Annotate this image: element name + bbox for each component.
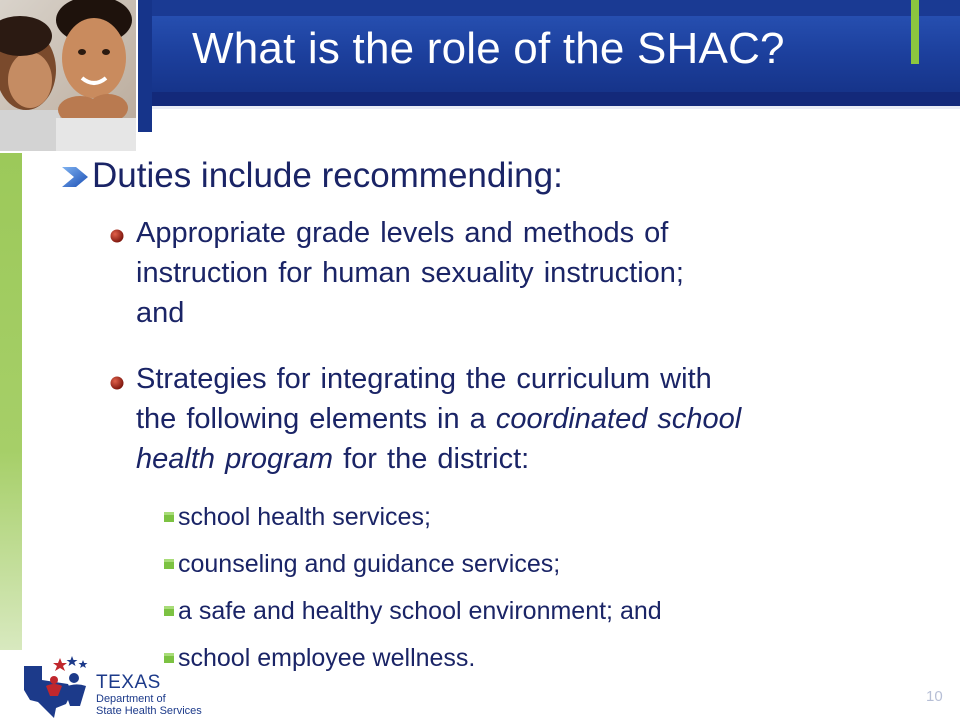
bullet-text-plain: for the district:	[333, 443, 530, 475]
bullet-text-italic: health program	[136, 443, 334, 475]
red-dot-bullet-icon	[110, 376, 124, 390]
texas-dshs-logo	[20, 656, 220, 720]
green-square-bullet-icon	[164, 606, 174, 616]
subitem-wellness: school employee wellness.	[178, 644, 476, 672]
bullet-line: Appropriate grade levels and methods of	[136, 217, 669, 249]
chevron-arrow-icon	[60, 165, 90, 189]
bullet-line	[136, 439, 926, 479]
subitem-environment: a safe and healthy school environment; and	[178, 597, 662, 625]
slide-title: What is the role of the SHAC?	[192, 24, 785, 73]
logo-dept-line1: Department of	[96, 693, 166, 705]
subitem-health-services: school health services;	[178, 503, 431, 531]
red-dot-bullet-icon	[110, 229, 124, 243]
green-square-bullet-icon	[164, 559, 174, 569]
bullet-grade-levels	[136, 213, 926, 333]
bullet-line: instruction for human sexuality instruction;	[136, 257, 684, 289]
logo-state-name: TEXAS	[96, 672, 161, 693]
green-square-bullet-icon	[164, 512, 174, 522]
heading-duties: Duties include recommending:	[92, 156, 563, 195]
logo-dept-line2: State Health Services	[96, 705, 202, 717]
bullet-text-italic: coordinated school	[495, 403, 742, 435]
bullet-text-plain: the following elements in a	[136, 403, 496, 435]
bullet-line: Strategies for integrating the curriculum with	[136, 363, 712, 395]
subitem-counseling: counseling and guidance services;	[178, 550, 561, 578]
bullet-strategies	[136, 359, 926, 479]
bullet-line	[136, 399, 926, 439]
page-number: 10	[926, 688, 943, 705]
bullet-line: and	[136, 297, 185, 329]
